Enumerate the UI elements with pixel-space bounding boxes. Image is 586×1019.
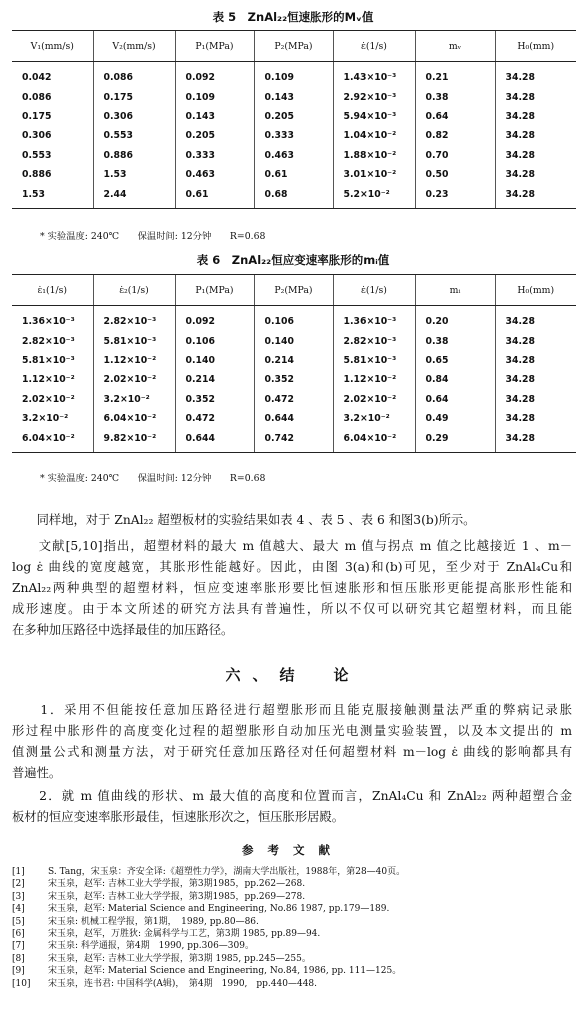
table6-header-row bbox=[12, 275, 576, 306]
table-row bbox=[12, 62, 576, 88]
table-cell: 0.886 bbox=[93, 146, 175, 165]
text-line: 在多种加压路径中选择最佳的加压路径。 bbox=[12, 623, 234, 637]
table-cell: 1.88×10⁻² bbox=[333, 146, 415, 165]
table5-note: * 实验温度: 240℃ 保温时间: 12分钟 R=0.68 bbox=[40, 231, 266, 242]
table-cell: 0.65 bbox=[415, 351, 495, 370]
table-cell: 0.306 bbox=[93, 107, 175, 126]
column-header: ε̇(1/s) bbox=[333, 31, 415, 62]
table-cell: 0.64 bbox=[415, 390, 495, 409]
references-title: 参考文献 bbox=[242, 843, 344, 857]
table-cell: 0.553 bbox=[93, 126, 175, 145]
reference-number: [4] bbox=[12, 904, 25, 915]
reference-item bbox=[12, 866, 572, 878]
references-list bbox=[12, 866, 572, 990]
table-cell: 0.61 bbox=[254, 165, 333, 184]
table-cell: 0.306 bbox=[22, 130, 52, 142]
reference-number: [2] bbox=[12, 879, 25, 890]
table-cell: 0.140 bbox=[254, 331, 333, 350]
reference-text: 宋玉泉: 机械工程学报，第1期， 1989, pp.80—86. bbox=[48, 916, 259, 927]
reference-number: [3] bbox=[12, 891, 25, 902]
table-cell: 0.214 bbox=[175, 370, 254, 389]
reference-text: 宋玉泉，赵军: Material Science and Engineering, No.86 1987, pp.179—189. bbox=[48, 904, 390, 915]
table-cell: 6.04×10⁻² bbox=[333, 428, 415, 452]
text-line: 形过程中胀形件的高度变化过程的超塑胀形自动加压光电测量实验装置，以及本文提出的 m bbox=[12, 724, 572, 738]
table-cell: 34.28 bbox=[495, 370, 576, 389]
table-cell: 0.175 bbox=[22, 110, 52, 122]
table-cell: 0.21 bbox=[415, 62, 495, 88]
table-cell: 0.175 bbox=[93, 87, 175, 106]
table-cell: 5.81×10⁻³ bbox=[333, 351, 415, 370]
table-cell: 2.82×10⁻³ bbox=[22, 335, 75, 347]
table6-note: * 实验温度: 240℃ 保温时间: 12分钟 R=0.68 bbox=[40, 473, 266, 484]
table-cell: 5.81×10⁻³ bbox=[93, 331, 175, 350]
table-cell: 0.092 bbox=[175, 306, 254, 332]
table-cell: 34.28 bbox=[495, 351, 576, 370]
table-row bbox=[12, 351, 576, 370]
table-cell: 0.742 bbox=[254, 428, 333, 452]
reference-text: S. Tang，宋玉泉：齐安全译:《超塑性力学》，湖南大学出版社，1988年，第28—40页。 bbox=[48, 867, 406, 877]
table-cell: 2.82×10⁻³ bbox=[333, 331, 415, 350]
table-cell: 0.50 bbox=[415, 165, 495, 184]
table-cell: 0.205 bbox=[175, 126, 254, 145]
table-cell: 0.64 bbox=[415, 107, 495, 126]
table6-caption: 表 6 ZnAl₂₂恒应变速率胀形的mᵢ值 bbox=[196, 253, 390, 267]
column-header: H₀(mm) bbox=[495, 275, 576, 306]
table-cell: 6.04×10⁻² bbox=[93, 409, 175, 428]
table-cell: 3.2×10⁻² bbox=[333, 409, 415, 428]
column-header: V₁(mm/s) bbox=[12, 31, 93, 62]
column-header: P₂(MPa) bbox=[254, 31, 333, 62]
table-cell: 34.28 bbox=[495, 184, 576, 208]
table-cell: 0.29 bbox=[415, 428, 495, 452]
body-paragraph-1 bbox=[12, 510, 572, 531]
table-cell: 34.28 bbox=[495, 331, 576, 350]
table-cell: 0.352 bbox=[175, 390, 254, 409]
reference-number: [5] bbox=[12, 916, 25, 927]
table-cell: 0.042 bbox=[22, 72, 52, 84]
reference-number: [10] bbox=[12, 978, 31, 989]
table-cell: 0.49 bbox=[415, 409, 495, 428]
text-line: 1．采用不但能按任意加压路径进行超塑胀形而且能克服接触测量法严重的弊病记录胀 bbox=[12, 703, 572, 717]
table-cell: 0.106 bbox=[254, 306, 333, 332]
table-cell: 0.644 bbox=[175, 428, 254, 452]
table-row bbox=[12, 428, 576, 452]
table-cell: 34.28 bbox=[495, 146, 576, 165]
column-header: ε̇₁(1/s) bbox=[12, 275, 93, 306]
table-cell: 0.68 bbox=[254, 184, 333, 208]
table-cell: 0.38 bbox=[415, 331, 495, 350]
table-cell: 2.82×10⁻³ bbox=[93, 306, 175, 332]
reference-number: [9] bbox=[12, 966, 25, 977]
reference-item bbox=[12, 978, 572, 990]
text-line: 值测量公式和测量方法，对于研究任意加压路径对任何超塑材料 m－log ε̇ 曲线的影响都具有 bbox=[12, 745, 572, 759]
reference-item bbox=[12, 953, 572, 965]
table-cell: 1.36×10⁻³ bbox=[22, 316, 75, 328]
column-header: P₂(MPa) bbox=[254, 275, 333, 306]
reference-text: 宋玉泉，赵军: 吉林工业大学学报，第3期1985，pp.269—278. bbox=[48, 891, 306, 902]
table-cell: 34.28 bbox=[495, 428, 576, 452]
table-cell: 5.2×10⁻² bbox=[333, 184, 415, 208]
table-cell: 34.28 bbox=[495, 306, 576, 332]
reference-number: [6] bbox=[12, 929, 25, 940]
reference-text: 宋玉泉，赵军: 吉林工业大学学报，第3期 1985, pp.245—255。 bbox=[48, 953, 311, 964]
table5-header-row bbox=[12, 31, 576, 62]
table-cell: 0.086 bbox=[22, 91, 52, 103]
table-row bbox=[12, 409, 576, 428]
reference-item bbox=[12, 928, 572, 940]
table-cell: 0.333 bbox=[175, 146, 254, 165]
reference-text: 宋玉泉，赵军，万胜狄: 金属科学与工艺，第3期 1985, pp.89—94. bbox=[48, 929, 321, 940]
table-cell: 0.472 bbox=[175, 409, 254, 428]
table6 bbox=[12, 274, 576, 453]
text-line: 同样地，对于 ZnAl₂₂ 超塑板材的实验结果如表 4 、表 5 、表 6 和图3(b)所示。 bbox=[12, 513, 476, 527]
table-cell: 34.28 bbox=[495, 87, 576, 106]
table-cell: 1.43×10⁻³ bbox=[333, 62, 415, 88]
table-cell: 0.143 bbox=[254, 87, 333, 106]
table-row bbox=[12, 306, 576, 332]
table-cell: 0.82 bbox=[415, 126, 495, 145]
table-cell: 0.20 bbox=[415, 306, 495, 332]
table-cell: 0.214 bbox=[254, 351, 333, 370]
column-header: mᵢ bbox=[415, 275, 495, 306]
reference-item bbox=[12, 965, 572, 977]
table-cell: 0.109 bbox=[254, 62, 333, 88]
table-cell: 0.143 bbox=[175, 107, 254, 126]
table-cell: 2.02×10⁻² bbox=[333, 390, 415, 409]
reference-item bbox=[12, 903, 572, 915]
table-cell: 1.53 bbox=[12, 184, 93, 208]
text-line: 成形速度。由于本文所述的研究方法具有普遍性，所以不仅可以研究其它超塑材料，而且能 bbox=[12, 602, 572, 616]
column-header: H₀(mm) bbox=[495, 31, 576, 62]
table5-caption: 表 5 ZnAl₂₂恒速胀形的Mᵥ值 bbox=[212, 10, 374, 24]
column-header: ε̇₂(1/s) bbox=[93, 275, 175, 306]
table-cell: 34.28 bbox=[495, 409, 576, 428]
text-line: 文献[5,10]指出，超塑材料的最大 m 值越大、最大 m 值与拐点 m 值之比越接近 1 、m－ bbox=[12, 539, 572, 553]
table-cell: 3.2×10⁻² bbox=[93, 390, 175, 409]
section-title: 六、结 论 bbox=[225, 666, 361, 684]
table-cell: 0.109 bbox=[175, 87, 254, 106]
table-cell: 2.02×10⁻² bbox=[22, 393, 75, 405]
table-cell: 3.01×10⁻² bbox=[333, 165, 415, 184]
table-cell: 0.23 bbox=[415, 184, 495, 208]
reference-text: 宋玉泉，赵军: 吉林工业大学学报，第3期1985，pp.262—268. bbox=[48, 879, 306, 890]
table-row bbox=[12, 146, 576, 165]
reference-text: 宋玉泉: 科学通报，第4期 1990, pp.306—309。 bbox=[48, 941, 254, 952]
body-paragraph-2 bbox=[12, 536, 572, 641]
table-cell: 0.463 bbox=[175, 165, 254, 184]
text-line: 2．就 m 值曲线的形状、m 最大值的高度和位置而言，ZnAl₄Cu 和 ZnAl₂₂ 两种超塑合金 bbox=[12, 789, 572, 803]
table-cell: 34.28 bbox=[495, 62, 576, 88]
column-header: ε̇(1/s) bbox=[333, 275, 415, 306]
table-cell: 5.94×10⁻³ bbox=[333, 107, 415, 126]
reference-item bbox=[12, 916, 572, 928]
table-row bbox=[12, 370, 576, 389]
reference-number: [7] bbox=[12, 941, 25, 952]
table-cell: 0.086 bbox=[93, 62, 175, 88]
table-cell: 0.333 bbox=[254, 126, 333, 145]
table-cell: 1.36×10⁻³ bbox=[333, 306, 415, 332]
reference-text: 宋玉泉，赵军: Material Science and Engineering, No.84, 1986, pp. 111—125。 bbox=[48, 966, 402, 977]
column-header: mᵥ bbox=[415, 31, 495, 62]
conclusion-paragraph-2 bbox=[12, 786, 572, 828]
table-cell: 9.82×10⁻² bbox=[93, 428, 175, 452]
table-row bbox=[12, 107, 576, 126]
table-row bbox=[12, 165, 576, 184]
table-cell: 0.553 bbox=[22, 149, 52, 161]
table-cell: 6.04×10⁻² bbox=[12, 428, 93, 452]
table5 bbox=[12, 30, 576, 209]
text-line: 普遍性。 bbox=[12, 766, 62, 780]
table-cell: 0.352 bbox=[254, 370, 333, 389]
table-cell: 0.092 bbox=[175, 62, 254, 88]
table-cell: 34.28 bbox=[495, 390, 576, 409]
table-row bbox=[12, 390, 576, 409]
column-header: P₁(MPa) bbox=[175, 31, 254, 62]
reference-number: [1] bbox=[12, 867, 25, 877]
table-cell: 1.04×10⁻² bbox=[333, 126, 415, 145]
conclusion-paragraph-1 bbox=[12, 700, 572, 784]
reference-item bbox=[12, 891, 572, 903]
table-row bbox=[12, 126, 576, 145]
table-cell: 0.61 bbox=[175, 184, 254, 208]
table-cell: 34.28 bbox=[495, 126, 576, 145]
table-cell: 2.02×10⁻² bbox=[93, 370, 175, 389]
table-cell: 1.53 bbox=[93, 165, 175, 184]
table-cell: 0.84 bbox=[415, 370, 495, 389]
table-cell: 0.644 bbox=[254, 409, 333, 428]
text-line: ZnAl₂₂两种典型的超塑材料，恒应变速率胀形要比恒速胀形和恒压胀形更能提高胀形性能和 bbox=[12, 581, 572, 595]
table-cell: 3.2×10⁻² bbox=[22, 413, 69, 425]
table-cell: 1.12×10⁻² bbox=[93, 351, 175, 370]
table-cell: 34.28 bbox=[495, 165, 576, 184]
text-line: 板材的恒应变速率胀形最佳，恒速胀形次之，恒压胀形居殿。 bbox=[12, 810, 345, 824]
table-cell: 1.12×10⁻² bbox=[22, 374, 75, 386]
table-cell: 5.81×10⁻³ bbox=[22, 354, 75, 366]
table-cell: 0.886 bbox=[22, 169, 52, 181]
table-row bbox=[12, 184, 576, 208]
table-cell: 0.472 bbox=[254, 390, 333, 409]
column-header: P₁(MPa) bbox=[175, 275, 254, 306]
column-header: V₂(mm/s) bbox=[93, 31, 175, 62]
table-row bbox=[12, 331, 576, 350]
table-cell: 0.70 bbox=[415, 146, 495, 165]
reference-item bbox=[12, 940, 572, 952]
table-cell: 2.44 bbox=[93, 184, 175, 208]
table-cell: 1.12×10⁻² bbox=[333, 370, 415, 389]
reference-item bbox=[12, 878, 572, 890]
table-cell: 0.205 bbox=[254, 107, 333, 126]
table-cell: 0.38 bbox=[415, 87, 495, 106]
table-cell: 2.92×10⁻³ bbox=[333, 87, 415, 106]
text-line: log ε̇ 曲线的宽度越宽，其胀形性能越好。因此，由图 3(a)和(b)可见，至少对于 ZnAl₄Cu和 bbox=[12, 560, 572, 574]
table-cell: 0.463 bbox=[254, 146, 333, 165]
table-row bbox=[12, 87, 576, 106]
table-cell: 0.140 bbox=[175, 351, 254, 370]
table-cell: 0.106 bbox=[175, 331, 254, 350]
reference-text: 宋玉泉，连书君: 中国科学(A辑)， 第4期 1990, pp.440—448. bbox=[48, 978, 318, 989]
table-cell: 34.28 bbox=[495, 107, 576, 126]
reference-number: [8] bbox=[12, 953, 25, 964]
